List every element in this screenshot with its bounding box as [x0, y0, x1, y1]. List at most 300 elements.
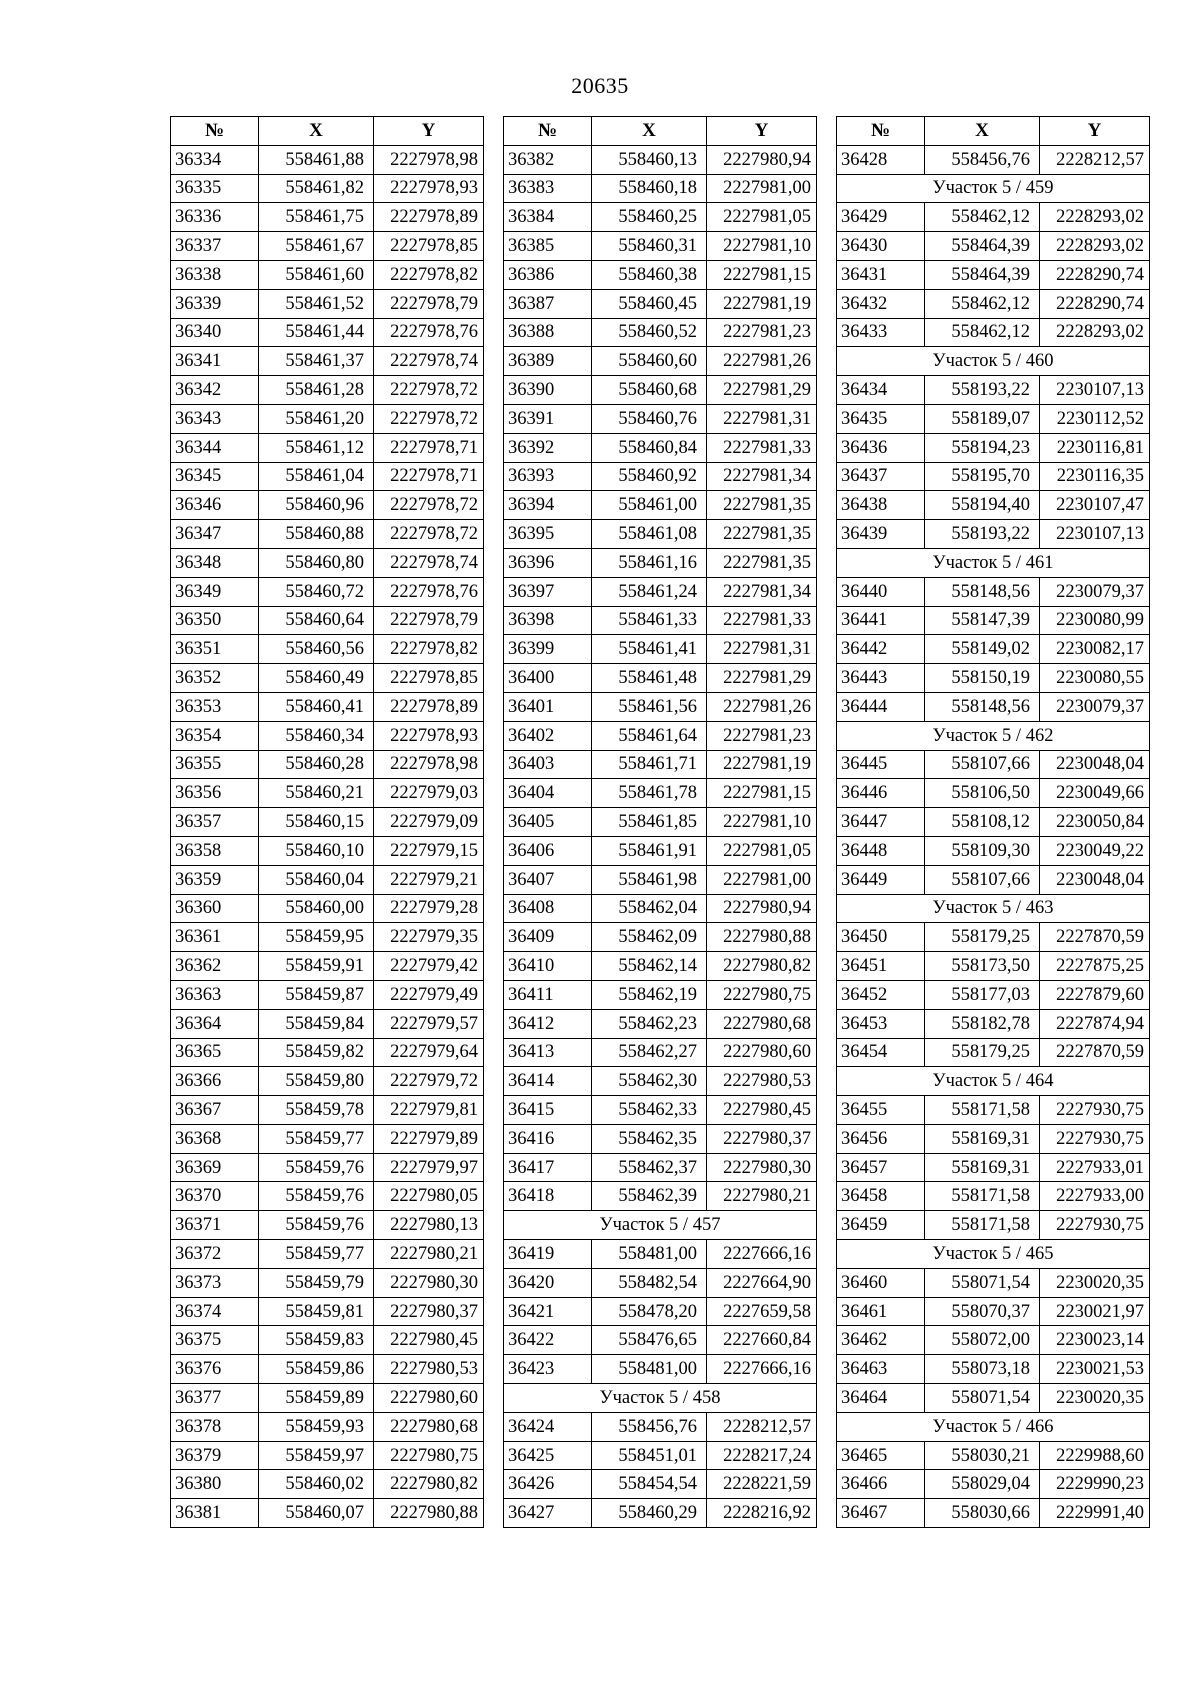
- section-row: [837, 1412, 1150, 1441]
- x-coordinate-cell: 558462,30: [592, 1067, 707, 1096]
- table-row: [837, 1009, 1150, 1038]
- coordinates-table-2: [503, 116, 817, 1528]
- point-number-cell: 36440: [837, 577, 925, 606]
- y-coordinate-cell: 2227664,90: [707, 1268, 817, 1297]
- x-coordinate-cell: 558451,01: [592, 1441, 707, 1470]
- point-number-cell: 36355: [171, 750, 259, 779]
- y-coordinate-cell: 2227659,58: [707, 1297, 817, 1326]
- table-row: [171, 1211, 484, 1240]
- section-row: [837, 1240, 1150, 1269]
- table-row: [171, 376, 484, 405]
- x-coordinate-cell: 558193,22: [925, 376, 1040, 405]
- point-number-cell: 36426: [504, 1470, 592, 1499]
- y-coordinate-cell: 2227979,64: [374, 1038, 484, 1067]
- y-coordinate-cell: 2230107,47: [1040, 491, 1150, 520]
- point-number-cell: 36339: [171, 289, 259, 318]
- y-coordinate-cell: 2228293,02: [1040, 232, 1150, 261]
- x-coordinate-cell: 558460,07: [259, 1499, 374, 1528]
- table-row: [171, 174, 484, 203]
- table-row: [171, 836, 484, 865]
- x-coordinate-cell: 558460,25: [592, 203, 707, 232]
- section-title: Участок 5 / 461: [837, 548, 1150, 577]
- x-coordinate-cell: 558460,41: [259, 692, 374, 721]
- x-coordinate-cell: 558461,41: [592, 635, 707, 664]
- point-number-cell: 36397: [504, 577, 592, 606]
- coordinates-table-1: [170, 116, 484, 1528]
- x-coordinate-cell: 558109,30: [925, 836, 1040, 865]
- point-number-cell: 36342: [171, 376, 259, 405]
- table-row: [837, 1268, 1150, 1297]
- table-row: [504, 260, 817, 289]
- y-coordinate-cell: 2227980,21: [374, 1240, 484, 1269]
- x-coordinate-cell: 558169,31: [925, 1124, 1040, 1153]
- y-coordinate-cell: 2227930,75: [1040, 1211, 1150, 1240]
- point-number-cell: 36401: [504, 692, 592, 721]
- point-number-cell: 36444: [837, 692, 925, 721]
- table-row: [504, 692, 817, 721]
- table-row: [171, 779, 484, 808]
- x-coordinate-cell: 558459,86: [259, 1355, 374, 1384]
- y-coordinate-cell: 2227978,71: [374, 433, 484, 462]
- x-coordinate-cell: 558169,31: [925, 1153, 1040, 1182]
- point-number-cell: 36423: [504, 1355, 592, 1384]
- y-coordinate-cell: 2227978,93: [374, 174, 484, 203]
- point-number-cell: 36407: [504, 865, 592, 894]
- x-coordinate-cell: 558461,98: [592, 865, 707, 894]
- y-coordinate-cell: 2228212,57: [1040, 145, 1150, 174]
- table-row: [504, 203, 817, 232]
- table-row: [504, 1499, 817, 1528]
- point-number-cell: 36392: [504, 433, 592, 462]
- point-number-cell: 36404: [504, 779, 592, 808]
- point-number-cell: 36358: [171, 836, 259, 865]
- x-coordinate-cell: 558108,12: [925, 808, 1040, 837]
- x-coordinate-cell: 558459,87: [259, 980, 374, 1009]
- point-number-cell: 36345: [171, 462, 259, 491]
- table-row: [171, 318, 484, 347]
- point-number-cell: 36443: [837, 664, 925, 693]
- x-coordinate-cell: 558459,80: [259, 1067, 374, 1096]
- y-coordinate-cell: 2227980,53: [374, 1355, 484, 1384]
- x-coordinate-cell: 558461,88: [259, 145, 374, 174]
- y-coordinate-cell: 2227978,74: [374, 347, 484, 376]
- x-coordinate-cell: 558460,56: [259, 635, 374, 664]
- point-number-cell: 36379: [171, 1441, 259, 1470]
- table-row: [504, 1009, 817, 1038]
- x-coordinate-cell: 558460,49: [259, 664, 374, 693]
- table-header-row: [504, 117, 817, 146]
- table-row: [504, 1182, 817, 1211]
- x-coordinate-cell: 558459,78: [259, 1096, 374, 1125]
- x-coordinate-cell: 558460,21: [259, 779, 374, 808]
- section-title: Участок 5 / 460: [837, 347, 1150, 376]
- x-coordinate-cell: 558459,82: [259, 1038, 374, 1067]
- point-number-cell: 36432: [837, 289, 925, 318]
- table-row: [504, 894, 817, 923]
- table-row: [171, 692, 484, 721]
- point-number-cell: 36386: [504, 260, 592, 289]
- section-row: [837, 721, 1150, 750]
- table-row: [504, 1412, 817, 1441]
- y-coordinate-cell: 2230116,35: [1040, 462, 1150, 491]
- x-coordinate-cell: 558459,93: [259, 1412, 374, 1441]
- section-title: Участок 5 / 457: [504, 1211, 817, 1240]
- point-number-cell: 36360: [171, 894, 259, 923]
- point-number-cell: 36450: [837, 923, 925, 952]
- y-coordinate-cell: 2227978,85: [374, 664, 484, 693]
- y-coordinate-cell: 2227978,89: [374, 692, 484, 721]
- table-row: [837, 1124, 1150, 1153]
- table-row: [504, 404, 817, 433]
- x-coordinate-cell: 558461,64: [592, 721, 707, 750]
- point-number-cell: 36365: [171, 1038, 259, 1067]
- x-coordinate-cell: 558459,81: [259, 1297, 374, 1326]
- point-number-cell: 36383: [504, 174, 592, 203]
- point-number-cell: 36463: [837, 1355, 925, 1384]
- y-coordinate-cell: 2227981,29: [707, 664, 817, 693]
- table-row: [504, 1067, 817, 1096]
- y-coordinate-cell: 2227980,05: [374, 1182, 484, 1211]
- table-row: [171, 1124, 484, 1153]
- x-coordinate-cell: 558460,13: [592, 145, 707, 174]
- x-coordinate-cell: 558460,15: [259, 808, 374, 837]
- y-coordinate-cell: 2227978,76: [374, 318, 484, 347]
- x-coordinate-cell: 558459,79: [259, 1268, 374, 1297]
- y-coordinate-cell: 2227981,34: [707, 462, 817, 491]
- table-row: [837, 779, 1150, 808]
- table-row: [837, 980, 1150, 1009]
- x-coordinate-cell: 558459,77: [259, 1240, 374, 1269]
- table-row: [504, 1096, 817, 1125]
- x-coordinate-cell: 558461,00: [592, 491, 707, 520]
- point-number-cell: 36458: [837, 1182, 925, 1211]
- point-number-cell: 36338: [171, 260, 259, 289]
- x-coordinate-cell: 558195,70: [925, 462, 1040, 491]
- y-coordinate-cell: 2227980,53: [707, 1067, 817, 1096]
- y-coordinate-cell: 2227930,75: [1040, 1124, 1150, 1153]
- y-coordinate-cell: 2227981,31: [707, 635, 817, 664]
- x-coordinate-cell: 558461,24: [592, 577, 707, 606]
- table-row: [171, 808, 484, 837]
- y-coordinate-cell: 2227980,75: [707, 980, 817, 1009]
- table-row: [171, 952, 484, 981]
- point-number-cell: 36425: [504, 1441, 592, 1470]
- point-number-cell: 36337: [171, 232, 259, 261]
- table-row: [504, 865, 817, 894]
- point-number-cell: 36436: [837, 433, 925, 462]
- table-header-row: [837, 117, 1150, 146]
- table-row: [171, 145, 484, 174]
- x-coordinate-cell: 558461,91: [592, 836, 707, 865]
- y-coordinate-cell: 2227978,89: [374, 203, 484, 232]
- x-coordinate-cell: 558460,29: [592, 1499, 707, 1528]
- y-coordinate-cell: 2227978,79: [374, 289, 484, 318]
- x-coordinate-cell: 558460,76: [592, 404, 707, 433]
- table-row: [171, 404, 484, 433]
- x-coordinate-cell: 558461,08: [592, 520, 707, 549]
- y-coordinate-cell: 2227980,45: [707, 1096, 817, 1125]
- point-number-cell: 36350: [171, 606, 259, 635]
- x-coordinate-cell: 558460,84: [592, 433, 707, 462]
- point-number-cell: 36434: [837, 376, 925, 405]
- point-number-cell: 36442: [837, 635, 925, 664]
- table-body: [171, 145, 484, 1527]
- y-coordinate-cell: 2227980,68: [374, 1412, 484, 1441]
- x-coordinate-cell: 558460,72: [259, 577, 374, 606]
- point-number-cell: 36460: [837, 1268, 925, 1297]
- y-coordinate-cell: 2227981,23: [707, 721, 817, 750]
- table-row: [504, 664, 817, 693]
- table-row: [504, 1470, 817, 1499]
- y-coordinate-cell: 2227979,03: [374, 779, 484, 808]
- point-number-cell: 36398: [504, 606, 592, 635]
- point-number-cell: 36375: [171, 1326, 259, 1355]
- y-coordinate-cell: 2227981,00: [707, 865, 817, 894]
- header-x: X: [925, 117, 1040, 146]
- y-coordinate-cell: 2227980,13: [374, 1211, 484, 1240]
- table-row: [171, 462, 484, 491]
- table-row: [504, 520, 817, 549]
- table-row: [837, 289, 1150, 318]
- table-header-row: [171, 117, 484, 146]
- y-coordinate-cell: 2227978,72: [374, 520, 484, 549]
- y-coordinate-cell: 2230116,81: [1040, 433, 1150, 462]
- table-row: [504, 923, 817, 952]
- table-row: [171, 1268, 484, 1297]
- point-number-cell: 36437: [837, 462, 925, 491]
- y-coordinate-cell: 2227981,33: [707, 433, 817, 462]
- y-coordinate-cell: 2227978,98: [374, 750, 484, 779]
- table-row: [171, 721, 484, 750]
- table-row: [171, 980, 484, 1009]
- x-coordinate-cell: 558171,58: [925, 1182, 1040, 1211]
- point-number-cell: 36361: [171, 923, 259, 952]
- x-coordinate-cell: 558460,00: [259, 894, 374, 923]
- point-number-cell: 36454: [837, 1038, 925, 1067]
- table-row: [171, 260, 484, 289]
- y-coordinate-cell: 2227981,29: [707, 376, 817, 405]
- table-row: [504, 145, 817, 174]
- table-row: [504, 606, 817, 635]
- y-coordinate-cell: 2227978,79: [374, 606, 484, 635]
- point-number-cell: 36369: [171, 1153, 259, 1182]
- x-coordinate-cell: 558461,71: [592, 750, 707, 779]
- point-number-cell: 36381: [171, 1499, 259, 1528]
- y-coordinate-cell: 2227981,15: [707, 779, 817, 808]
- y-coordinate-cell: 2228216,92: [707, 1499, 817, 1528]
- table-row: [504, 635, 817, 664]
- x-coordinate-cell: 558460,45: [592, 289, 707, 318]
- table-row: [171, 203, 484, 232]
- table-row: [171, 1441, 484, 1470]
- x-coordinate-cell: 558461,48: [592, 664, 707, 693]
- x-coordinate-cell: 558461,56: [592, 692, 707, 721]
- point-number-cell: 36451: [837, 952, 925, 981]
- point-number-cell: 36380: [171, 1470, 259, 1499]
- point-number-cell: 36459: [837, 1211, 925, 1240]
- y-coordinate-cell: 2227981,35: [707, 491, 817, 520]
- table-row: [504, 174, 817, 203]
- point-number-cell: 36376: [171, 1355, 259, 1384]
- point-number-cell: 36348: [171, 548, 259, 577]
- y-coordinate-cell: 2227879,60: [1040, 980, 1150, 1009]
- y-coordinate-cell: 2230079,37: [1040, 692, 1150, 721]
- x-coordinate-cell: 558462,12: [925, 289, 1040, 318]
- point-number-cell: 36395: [504, 520, 592, 549]
- table-row: [504, 980, 817, 1009]
- y-coordinate-cell: 2227979,97: [374, 1153, 484, 1182]
- x-coordinate-cell: 558456,76: [925, 145, 1040, 174]
- point-number-cell: 36373: [171, 1268, 259, 1297]
- table-row: [837, 808, 1150, 837]
- point-number-cell: 36438: [837, 491, 925, 520]
- y-coordinate-cell: 2230021,97: [1040, 1297, 1150, 1326]
- point-number-cell: 36466: [837, 1470, 925, 1499]
- x-coordinate-cell: 558462,19: [592, 980, 707, 1009]
- point-number-cell: 36400: [504, 664, 592, 693]
- y-coordinate-cell: 2230048,04: [1040, 750, 1150, 779]
- point-number-cell: 36389: [504, 347, 592, 376]
- y-coordinate-cell: 2227978,98: [374, 145, 484, 174]
- point-number-cell: 36413: [504, 1038, 592, 1067]
- x-coordinate-cell: 558461,33: [592, 606, 707, 635]
- table-row: [837, 376, 1150, 405]
- y-coordinate-cell: 2227981,34: [707, 577, 817, 606]
- table-row: [837, 865, 1150, 894]
- point-number-cell: 36346: [171, 491, 259, 520]
- point-number-cell: 36421: [504, 1297, 592, 1326]
- point-number-cell: 36427: [504, 1499, 592, 1528]
- y-coordinate-cell: 2227979,35: [374, 923, 484, 952]
- table-row: [171, 577, 484, 606]
- point-number-cell: 36359: [171, 865, 259, 894]
- y-coordinate-cell: 2227978,82: [374, 635, 484, 664]
- table-row: [171, 232, 484, 261]
- y-coordinate-cell: 2227978,72: [374, 491, 484, 520]
- point-number-cell: 36344: [171, 433, 259, 462]
- x-coordinate-cell: 558460,96: [259, 491, 374, 520]
- x-coordinate-cell: 558029,04: [925, 1470, 1040, 1499]
- x-coordinate-cell: 558460,28: [259, 750, 374, 779]
- y-coordinate-cell: 2227981,10: [707, 808, 817, 837]
- header-y: Y: [707, 117, 817, 146]
- table-row: [171, 1153, 484, 1182]
- table-row: [171, 289, 484, 318]
- section-row: [504, 1384, 817, 1413]
- section-title: Участок 5 / 464: [837, 1067, 1150, 1096]
- x-coordinate-cell: 558476,65: [592, 1326, 707, 1355]
- point-number-cell: 36374: [171, 1297, 259, 1326]
- point-number-cell: 36467: [837, 1499, 925, 1528]
- table-row: [504, 1297, 817, 1326]
- x-coordinate-cell: 558461,78: [592, 779, 707, 808]
- y-coordinate-cell: 2227980,82: [707, 952, 817, 981]
- table-row: [837, 491, 1150, 520]
- x-coordinate-cell: 558460,18: [592, 174, 707, 203]
- x-coordinate-cell: 558459,91: [259, 952, 374, 981]
- y-coordinate-cell: 2227980,37: [374, 1297, 484, 1326]
- point-number-cell: 36335: [171, 174, 259, 203]
- y-coordinate-cell: 2228221,59: [707, 1470, 817, 1499]
- point-number-cell: 36405: [504, 808, 592, 837]
- x-coordinate-cell: 558177,03: [925, 980, 1040, 1009]
- x-coordinate-cell: 558461,16: [592, 548, 707, 577]
- x-coordinate-cell: 558461,04: [259, 462, 374, 491]
- y-coordinate-cell: 2227666,16: [707, 1355, 817, 1384]
- y-coordinate-cell: 2227660,84: [707, 1326, 817, 1355]
- table-row: [171, 1326, 484, 1355]
- table-row: [837, 952, 1150, 981]
- table-row: [504, 952, 817, 981]
- y-coordinate-cell: 2227979,15: [374, 836, 484, 865]
- table-row: [171, 1096, 484, 1125]
- section-title: Участок 5 / 466: [837, 1412, 1150, 1441]
- table-row: [504, 376, 817, 405]
- x-coordinate-cell: 558460,60: [592, 347, 707, 376]
- x-coordinate-cell: 558462,14: [592, 952, 707, 981]
- table-row: [171, 606, 484, 635]
- x-coordinate-cell: 558071,54: [925, 1268, 1040, 1297]
- table-row: [504, 548, 817, 577]
- table-row: [837, 232, 1150, 261]
- x-coordinate-cell: 558456,76: [592, 1412, 707, 1441]
- y-coordinate-cell: 2227978,76: [374, 577, 484, 606]
- table-row: [837, 433, 1150, 462]
- x-coordinate-cell: 558030,66: [925, 1499, 1040, 1528]
- table-row: [171, 635, 484, 664]
- y-coordinate-cell: 2227980,88: [707, 923, 817, 952]
- x-coordinate-cell: 558462,39: [592, 1182, 707, 1211]
- section-title: Участок 5 / 463: [837, 894, 1150, 923]
- point-number-cell: 36430: [837, 232, 925, 261]
- y-coordinate-cell: 2227981,31: [707, 404, 817, 433]
- y-coordinate-cell: 2227980,45: [374, 1326, 484, 1355]
- point-number-cell: 36429: [837, 203, 925, 232]
- x-coordinate-cell: 558460,88: [259, 520, 374, 549]
- table-row: [171, 491, 484, 520]
- x-coordinate-cell: 558461,67: [259, 232, 374, 261]
- header-number: №: [171, 117, 259, 146]
- y-coordinate-cell: 2230082,17: [1040, 635, 1150, 664]
- y-coordinate-cell: 2229991,40: [1040, 1499, 1150, 1528]
- point-number-cell: 36352: [171, 664, 259, 693]
- point-number-cell: 36363: [171, 980, 259, 1009]
- point-number-cell: 36446: [837, 779, 925, 808]
- y-coordinate-cell: 2227933,00: [1040, 1182, 1150, 1211]
- point-number-cell: 36387: [504, 289, 592, 318]
- x-coordinate-cell: 558460,10: [259, 836, 374, 865]
- x-coordinate-cell: 558459,84: [259, 1009, 374, 1038]
- point-number-cell: 36403: [504, 750, 592, 779]
- point-number-cell: 36409: [504, 923, 592, 952]
- table-row: [171, 894, 484, 923]
- y-coordinate-cell: 2230050,84: [1040, 808, 1150, 837]
- table-row: [171, 1067, 484, 1096]
- x-coordinate-cell: 558194,23: [925, 433, 1040, 462]
- y-coordinate-cell: 2227979,21: [374, 865, 484, 894]
- y-coordinate-cell: 2227981,26: [707, 347, 817, 376]
- point-number-cell: 36462: [837, 1326, 925, 1355]
- table-row: [504, 433, 817, 462]
- y-coordinate-cell: 2230020,35: [1040, 1384, 1150, 1413]
- table-row: [837, 1499, 1150, 1528]
- y-coordinate-cell: 2227978,93: [374, 721, 484, 750]
- x-coordinate-cell: 558459,76: [259, 1182, 374, 1211]
- x-coordinate-cell: 558461,37: [259, 347, 374, 376]
- x-coordinate-cell: 558460,02: [259, 1470, 374, 1499]
- point-number-cell: 36422: [504, 1326, 592, 1355]
- point-number-cell: 36464: [837, 1384, 925, 1413]
